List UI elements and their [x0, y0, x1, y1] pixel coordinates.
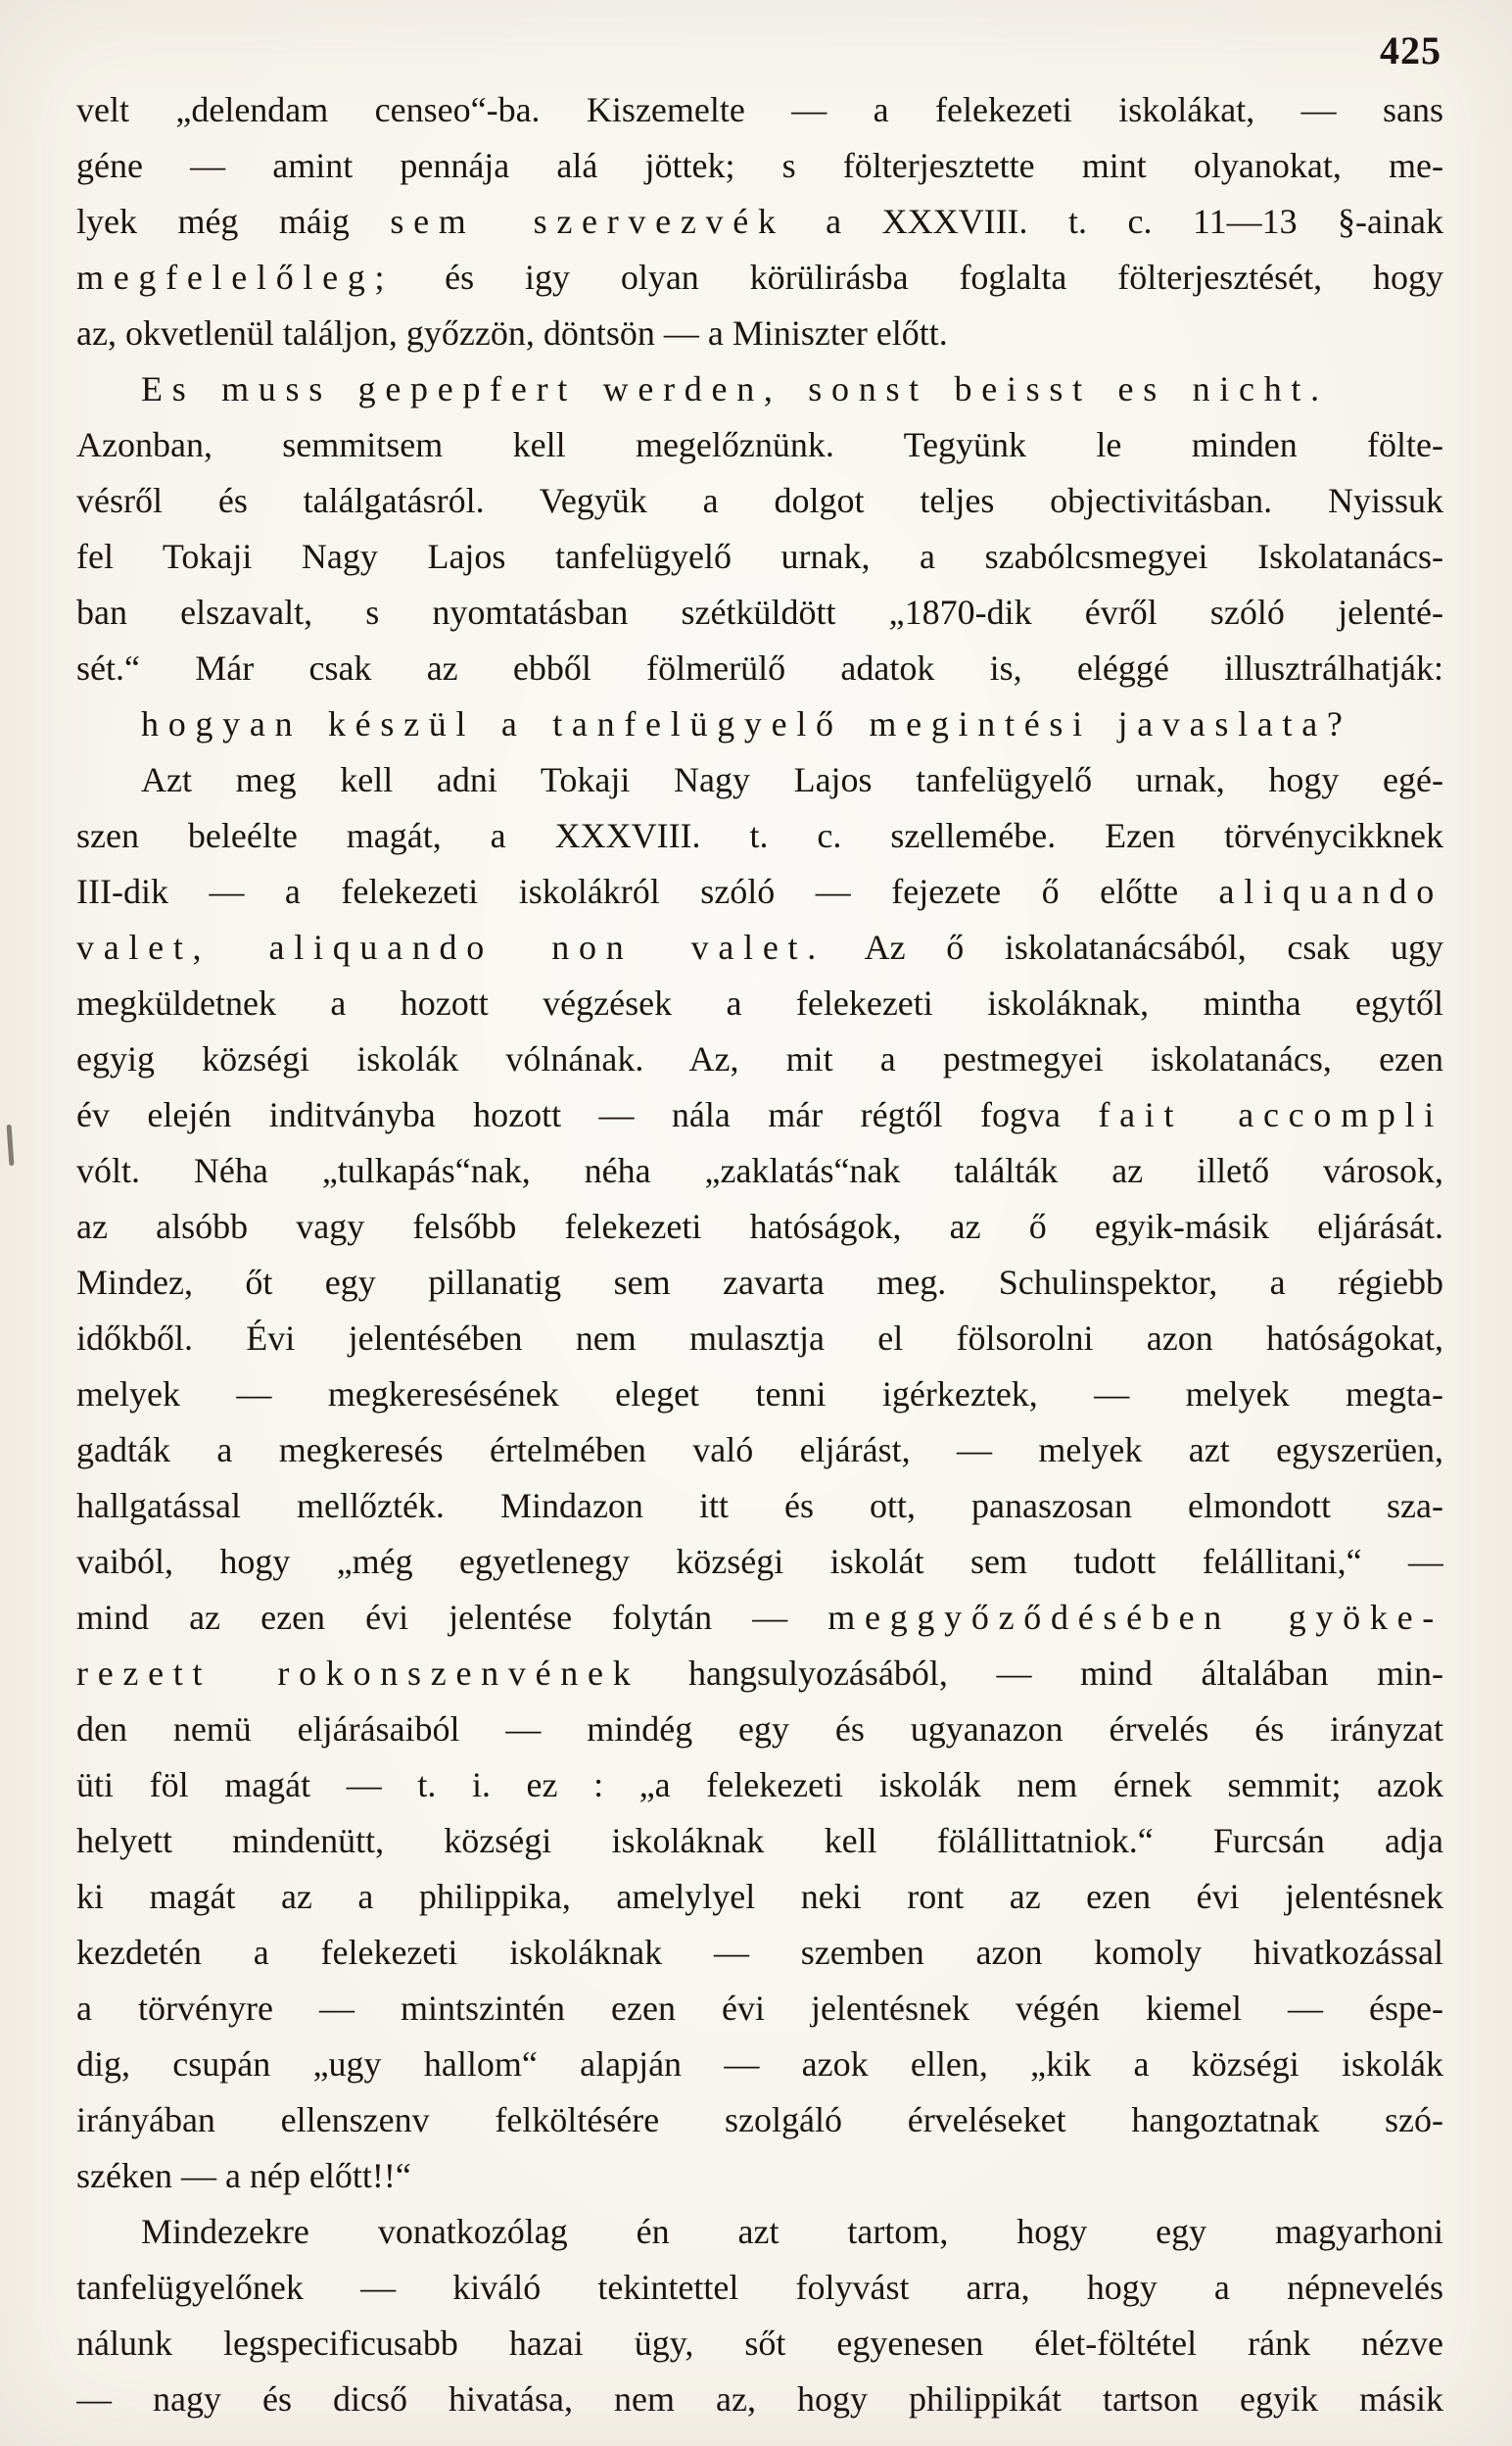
page-number: 425 [1380, 28, 1441, 72]
body-text: — nagy és dicső hivatása, nem az, hogy philippikát tartson egyik másik [76, 2379, 1443, 2419]
text-line [76, 641, 1443, 696]
text-line [76, 696, 1443, 752]
body-text: és igy olyan körülirásba foglalta fölterjesztését, hogy [394, 258, 1443, 297]
body-text: ki magát az a philippika, amelylyel neki ront az ezen évi jelentésnek [76, 1877, 1443, 1916]
body-text: III-dik — a felekezeti iskolákról szóló — fejezete ő előtte [76, 872, 1219, 911]
body-text: megküldetnek a hozott végzések a felekezeti iskoláknak, mintha egytől [76, 983, 1443, 1023]
text-line [76, 808, 1443, 864]
text-line [76, 1478, 1443, 1534]
text-line [76, 1087, 1443, 1143]
body-text: gadták a megkeresés értelmében való eljárást, — melyek azt egyszerüen, [76, 1430, 1443, 1469]
body-text: nálunk legspecificusabb hazai ügy, sőt egyenesen élet-föltétel ránk nézve [76, 2324, 1443, 2363]
body-text: dig, csupán „ugy hallom“ alapján — azok ellen, „kik a községi iskolák [76, 2044, 1443, 2084]
body-text: az, okvetlenül találjon, győzzön, döntsön — a Miniszter előtt. [76, 313, 948, 353]
body-text: a törvényre — mintszintén ezen évi jelentésnek végén kiemel — éspe- [76, 1989, 1443, 2028]
body-text: a XXXVIII. t. c. 11—13 §-ainak [784, 202, 1443, 241]
text-line [76, 585, 1443, 641]
text-line [76, 250, 1443, 306]
body-text: üti föl magát — t. i. ez : „a felekezeti iskolák nem érnek semmit; azok [76, 1765, 1443, 1804]
body-text: Az ő iskolatanácsából, csak ugy [825, 928, 1443, 967]
text-line [76, 194, 1443, 250]
body-text: mind az ezen évi jelentése folytán — [76, 1598, 828, 1637]
text-line [76, 1255, 1443, 1311]
body-text: Mindezekre vonatkozólag én azt tartom, hogy egy magyarhoni [141, 2212, 1443, 2251]
text-line [76, 2316, 1443, 2372]
letterspaced-text: sem szervezvék [390, 202, 785, 241]
text-line [76, 1869, 1443, 1925]
letterspaced-text: megfelelőleg; [76, 258, 395, 297]
letterspaced-text: valet, aliquando non valet. [76, 928, 826, 967]
body-text: szen beleélte magát, a XXXVIII. t. c. szellemébe. Ezen törvénycikknek [76, 816, 1443, 855]
body-text: egyig községi iskolák vólnának. Az, mit a pestmegyei iskolatanács, ezen [76, 1039, 1443, 1079]
letterspaced-text: meggyőződésében gyöke- [827, 1598, 1443, 1637]
text-line [76, 1422, 1443, 1478]
text-line [76, 2260, 1443, 2316]
text-line [76, 306, 1443, 361]
text-line [76, 864, 1443, 920]
text-line [76, 2092, 1443, 2148]
text-line [76, 920, 1443, 976]
body-text: géne — amint pennája alá jöttek; s fölterjesztette mint olyanokat, me- [76, 146, 1443, 185]
text-line [76, 752, 1443, 808]
text-line [76, 1702, 1443, 1757]
body-text: Mindez, őt egy pillanatig sem zavarta meg. Schulinspektor, a régiebb [76, 1263, 1443, 1302]
text-line [76, 1534, 1443, 1590]
letterspaced-text: aliquando [1218, 872, 1443, 911]
text-line [76, 1925, 1443, 1981]
body-text: lyek még máig [76, 202, 391, 241]
text-line [76, 2037, 1443, 2092]
body-text: hangsulyozásából, — mind általában min- [639, 1654, 1443, 1693]
text-line [76, 361, 1443, 417]
body-text: az alsóbb vagy felsőbb felekezeti hatóságok, az ő egyik-másik eljárását. [76, 1207, 1443, 1246]
letterspaced-text: Es muss gepepfert werden, sonst beisst es nicht. [141, 369, 1329, 408]
body-text: hallgatással mellőzték. Mindazon itt és ott, panaszosan elmondott sza- [76, 1486, 1443, 1525]
text-line [76, 1813, 1443, 1869]
text-line [76, 1031, 1443, 1087]
body-text: időkből. Évi jelentésében nem mulasztja el fölsorolni azon hatóságokat, [76, 1319, 1443, 1358]
body-text: helyett mindenütt, községi iskoláknak kell fölállittatniok.“ Furcsán adja [76, 1821, 1443, 1860]
body-text: tanfelügyelőnek — kiváló tekintettel folyvást arra, hogy a népnevelés [76, 2268, 1443, 2307]
text-line [76, 417, 1443, 473]
text-line [76, 529, 1443, 585]
text-line [76, 2204, 1443, 2260]
body-text: den nemü eljárásaiból — mindég egy és ugyanazon érvelés és irányzat [76, 1709, 1443, 1749]
body-text: sét.“ Már csak az ebből fölmerülő adatok is, eléggé illusztrálhatják: [76, 648, 1443, 688]
text-line [76, 1646, 1443, 1702]
text-block [76, 82, 1443, 2427]
body-text: vaiból, hogy „még egyetlenegy községi iskolát sem tudott felállitani,“ — [76, 1542, 1443, 1581]
body-text: Azt meg kell adni Tokaji Nagy Lajos tanfelügyelő urnak, hogy egé- [141, 760, 1443, 799]
letterspaced-text: hogyan készül a tanfelügyelő megintési javaslata? [141, 704, 1352, 743]
body-text: kezdetén a felekezeti iskoláknak — szemben azon komoly hivatkozással [76, 1933, 1443, 1972]
letterspaced-text: rezett rokonszenvének [76, 1654, 640, 1693]
body-text: széken — a nép előtt!!“ [76, 2156, 411, 2195]
letterspaced-text: fait accompli [1098, 1095, 1443, 1134]
text-line [76, 976, 1443, 1031]
body-text: ban elszavalt, s nyomtatásban szétküldött „1870-dik évről szóló jelenté- [76, 593, 1443, 632]
text-line [76, 2148, 1443, 2204]
body-text: vésről és találgatásról. Vegyük a dolgot teljes objectivitásban. Nyissuk [76, 481, 1443, 520]
margin-ink-mark-artifact [7, 1125, 15, 1166]
text-line [76, 1757, 1443, 1813]
text-line [76, 1590, 1443, 1646]
text-line [76, 1367, 1443, 1422]
body-text: év elején inditványba hozott — nála már régtől fogva [76, 1095, 1099, 1134]
text-line [76, 1199, 1443, 1255]
text-line [76, 1143, 1443, 1199]
body-text: Azonban, semmitsem kell megelőznünk. Tegyünk le minden fölte- [76, 425, 1443, 464]
text-line [76, 82, 1443, 138]
body-text: vólt. Néha „tulkapás“nak, néha „zaklatás“nak találták az illető városok, [76, 1151, 1443, 1190]
text-line [76, 473, 1443, 529]
text-line [76, 2372, 1443, 2427]
body-text: irányában ellenszenv felköltésére szolgáló érveléseket hangoztatnak szó- [76, 2100, 1443, 2139]
text-line [76, 138, 1443, 194]
body-text: fel Tokaji Nagy Lajos tanfelügyelő urnak, a szabólcsmegyei Iskolatanács- [76, 537, 1443, 576]
text-line [76, 1311, 1443, 1367]
body-text: velt „delendam censeo“-ba. Kiszemelte — a felekezeti iskolákat, — sans [76, 90, 1443, 129]
text-line [76, 1981, 1443, 2037]
body-text: melyek — megkeresésének eleget tenni igérkeztek, — melyek megta- [76, 1374, 1443, 1414]
